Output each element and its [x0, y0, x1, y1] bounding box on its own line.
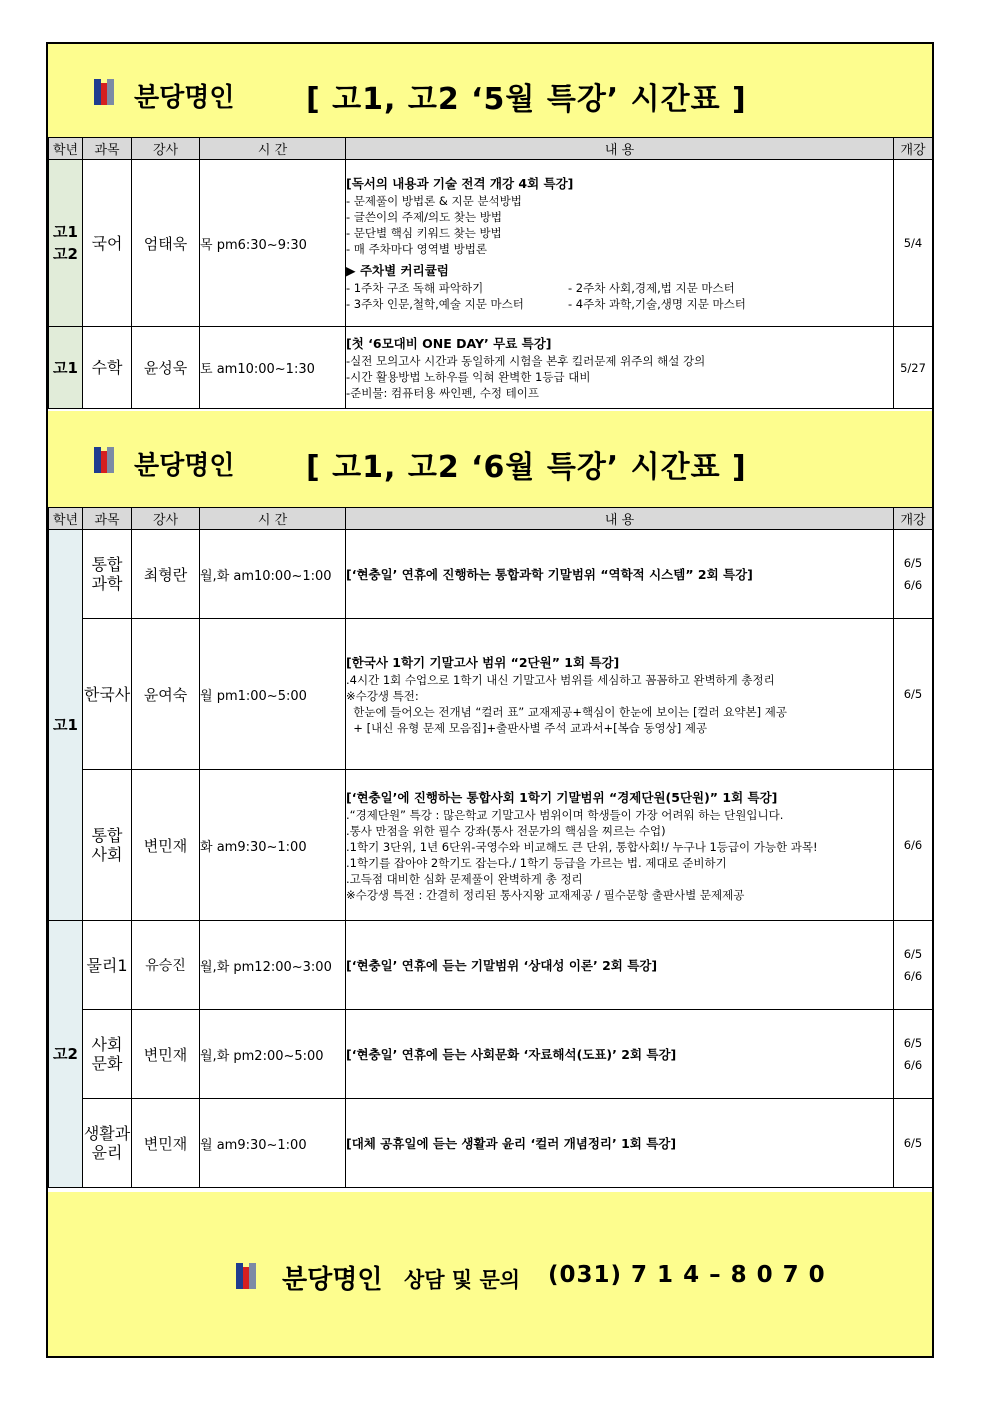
subject-cell: 국어 — [83, 160, 132, 327]
header-teacher: 강사 — [132, 138, 200, 160]
brand-logo-icon — [94, 79, 114, 105]
open-date-cell: 6/5 — [894, 1099, 933, 1188]
content-cell — [346, 921, 894, 1010]
grade-cell: 고1 — [49, 327, 83, 409]
subject-cell: 물리1 — [83, 921, 132, 1010]
content-line: ※수강생 특전 : 간결히 정리된 통사지왕 교재제공 / 필수문항 출판사별 문제제공 — [346, 887, 745, 902]
header-open: 개강 — [894, 508, 933, 530]
subject-cell: 한국사 — [83, 619, 132, 770]
table-row — [49, 327, 933, 409]
content-title: [한국사 1학기 기말고사 범위 “2단원” 1회 특강] — [346, 654, 620, 670]
brand-name: 분당명인 — [134, 451, 235, 481]
may-table — [48, 137, 933, 409]
table-row — [49, 770, 933, 921]
content-line: -준비물: 컴퓨터용 싸인펜, 수정 테이프 — [346, 386, 539, 400]
header-teacher: 강사 — [132, 508, 200, 530]
table-row — [49, 530, 933, 619]
grade-cell: 고1 — [49, 530, 83, 921]
header-time: 시 간 — [200, 138, 346, 160]
content-cell — [346, 619, 894, 770]
time-cell: 목 pm6:30~9:30 — [200, 160, 346, 327]
may-title: [ 고1, 고2 ‘5월 특강’ 시간표 ] — [306, 82, 747, 117]
header-grade: 학년 — [49, 508, 83, 530]
subject-cell: 통합 과학 — [83, 530, 132, 619]
timetable-frame — [46, 42, 934, 1358]
content-line: .통사 만점을 위한 필수 강좌(통사 전문가의 핵심을 찌르는 수업) — [346, 823, 666, 838]
time-cell: 화 am9:30~1:00 — [200, 770, 346, 921]
grade-cell: 고1 고2 — [49, 160, 83, 327]
open-date-cell: 6/6 — [894, 770, 933, 921]
content-line: - 문제풀이 방법론 & 지문 분석방법 — [346, 194, 522, 208]
content-line: -실전 모의고사 시간과 동일하게 시험을 본후 킬러문제 위주의 해설 강의 — [346, 354, 706, 368]
may-banner — [48, 44, 932, 137]
june-banner — [48, 411, 932, 507]
teacher-cell: 윤성욱 — [132, 327, 200, 409]
subject-cell: 생활과 윤리 — [83, 1099, 132, 1188]
header-content: 내 용 — [346, 138, 894, 160]
header-subject: 과목 — [83, 138, 132, 160]
content-cell — [346, 327, 894, 409]
content-cell — [346, 770, 894, 921]
open-date-cell: 5/4 — [894, 160, 933, 327]
content-line: .“경제단원” 특강 : 많은학교 기말고사 범위이며 학생들이 가장 어려워 하는 단원입니다. — [346, 807, 784, 822]
open-date-cell: 6/5 — [894, 619, 933, 770]
content-title: [‘현충일’에 진행하는 통합사회 1학기 기말범위 “경제단원(5단원)” 1회 특강] — [346, 789, 778, 805]
teacher-cell: 윤여숙 — [132, 619, 200, 770]
brand-name: 분당명인 — [134, 83, 235, 113]
table-row — [49, 921, 933, 1010]
time-cell: 월 am9:30~1:00 — [200, 1099, 346, 1188]
content-line: - 매 주차마다 영역별 방법론 — [346, 242, 487, 256]
curriculum-line: - 1주차 구조 독해 파악하기 - 2주차 사회,경제,법 지문 마스터 — [346, 281, 735, 295]
teacher-cell: 최형란 — [132, 530, 200, 619]
content-title: [‘현충일’ 연휴에 듣는 기말범위 ‘상대성 이론’ 2회 특강] — [346, 957, 658, 973]
content-line: .고득점 대비한 심화 문제풀이 완벽하게 총 정리 — [346, 871, 583, 886]
table-row — [49, 1099, 933, 1188]
subject-cell: 수학 — [83, 327, 132, 409]
content-line: + [내신 유형 문제 모음집]+출판사별 주석 교과서+[복습 동영상] 제공 — [346, 720, 708, 735]
teacher-cell: 변민재 — [132, 1099, 200, 1188]
brand-logo-icon — [94, 447, 114, 473]
subject-cell: 통합 사회 — [83, 770, 132, 921]
brand-logo-icon — [236, 1263, 256, 1289]
content-line: - 문단별 핵심 키워드 찾는 방법 — [346, 226, 502, 240]
header-grade: 학년 — [49, 138, 83, 160]
content-title: [첫 ‘6모대비 ONE DAY’ 무료 특강] — [346, 336, 552, 351]
teacher-cell: 변민재 — [132, 770, 200, 921]
may-header-row — [49, 138, 933, 160]
content-line: .4시간 1회 수업으로 1학기 내신 기말고사 범위를 세심하고 꼼꼼하고 완벽하게 총정리 — [346, 672, 775, 687]
content-cell — [346, 1010, 894, 1099]
table-row — [49, 160, 933, 327]
time-cell: 월 pm1:00~5:00 — [200, 619, 346, 770]
header-open: 개강 — [894, 138, 933, 160]
content-line: .1학기를 잡아야 2학기도 잡는다./ 1학기 등급을 가르는 법. 제대로 준비하기 — [346, 855, 727, 870]
open-date-cell: 6/5 6/6 — [894, 1010, 933, 1099]
content-line: -시간 활용방법 노하우를 익혀 완벽한 1등급 대비 — [346, 370, 591, 384]
teacher-cell: 유승진 — [132, 921, 200, 1010]
content-cell — [346, 530, 894, 619]
contact-footer — [48, 1192, 932, 1356]
content-line: 한눈에 들어오는 전개념 “컬러 표” 교재제공+핵심이 한눈에 보이는 [컬러 요약본] 제공 — [346, 704, 787, 719]
teacher-cell: 변민재 — [132, 1010, 200, 1099]
teacher-cell: 엄태욱 — [132, 160, 200, 327]
table-row — [49, 619, 933, 770]
curriculum-title: ▶ 주차별 커리큘럼 — [346, 263, 449, 278]
content-title: [대체 공휴일에 듣는 생활과 윤리 ‘컬러 개념정리’ 1회 특강] — [346, 1135, 677, 1151]
header-content: 내 용 — [346, 508, 894, 530]
time-cell: 월,화 pm2:00~5:00 — [200, 1010, 346, 1099]
time-cell: 월,화 pm12:00~3:00 — [200, 921, 346, 1010]
open-date-cell: 5/27 — [894, 327, 933, 409]
june-title: [ 고1, 고2 ‘6월 특강’ 시간표 ] — [306, 450, 747, 485]
footer-brand: 분당명인 — [282, 1265, 383, 1295]
subject-cell: 사회 문화 — [83, 1010, 132, 1099]
footer-label: 상담 및 문의 — [404, 1268, 521, 1292]
content-line: .1학기 3단위, 1년 6단위-국영수와 비교해도 큰 단위, 통합사회!/ 누구나 1등급이 가능한 과목! — [346, 839, 818, 854]
time-cell: 월,화 am10:00~1:00 — [200, 530, 346, 619]
content-line: - 글쓴이의 주제/의도 찾는 방법 — [346, 210, 502, 224]
content-title: [‘현충일’ 연휴에 진행하는 통합과학 기말범위 “역학적 시스템” 2회 특강] — [346, 566, 753, 582]
header-subject: 과목 — [83, 508, 132, 530]
open-date-cell: 6/5 6/6 — [894, 921, 933, 1010]
june-table — [48, 507, 933, 1188]
content-cell — [346, 1099, 894, 1188]
time-cell: 토 am10:00~1:30 — [200, 327, 346, 409]
content-cell — [346, 160, 894, 327]
header-time: 시 간 — [200, 508, 346, 530]
content-line: ※수강생 특전: — [346, 688, 419, 703]
open-date-cell: 6/5 6/6 — [894, 530, 933, 619]
contact-phone: (031) 7 1 4 – 8 0 7 0 — [548, 1262, 826, 1288]
content-title: [독서의 내용과 기술 전격 개강 4회 특강] — [346, 176, 574, 191]
table-row — [49, 1010, 933, 1099]
june-header-row — [49, 508, 933, 530]
curriculum-line: - 3주차 인문,철학,예술 지문 마스터 - 4주차 과학,기술,생명 지문 마스터 — [346, 297, 746, 311]
content-title: [‘현충일’ 연휴에 듣는 사회문화 ‘자료해석(도표)’ 2회 특강] — [346, 1046, 677, 1062]
grade-cell: 고2 — [49, 921, 83, 1188]
